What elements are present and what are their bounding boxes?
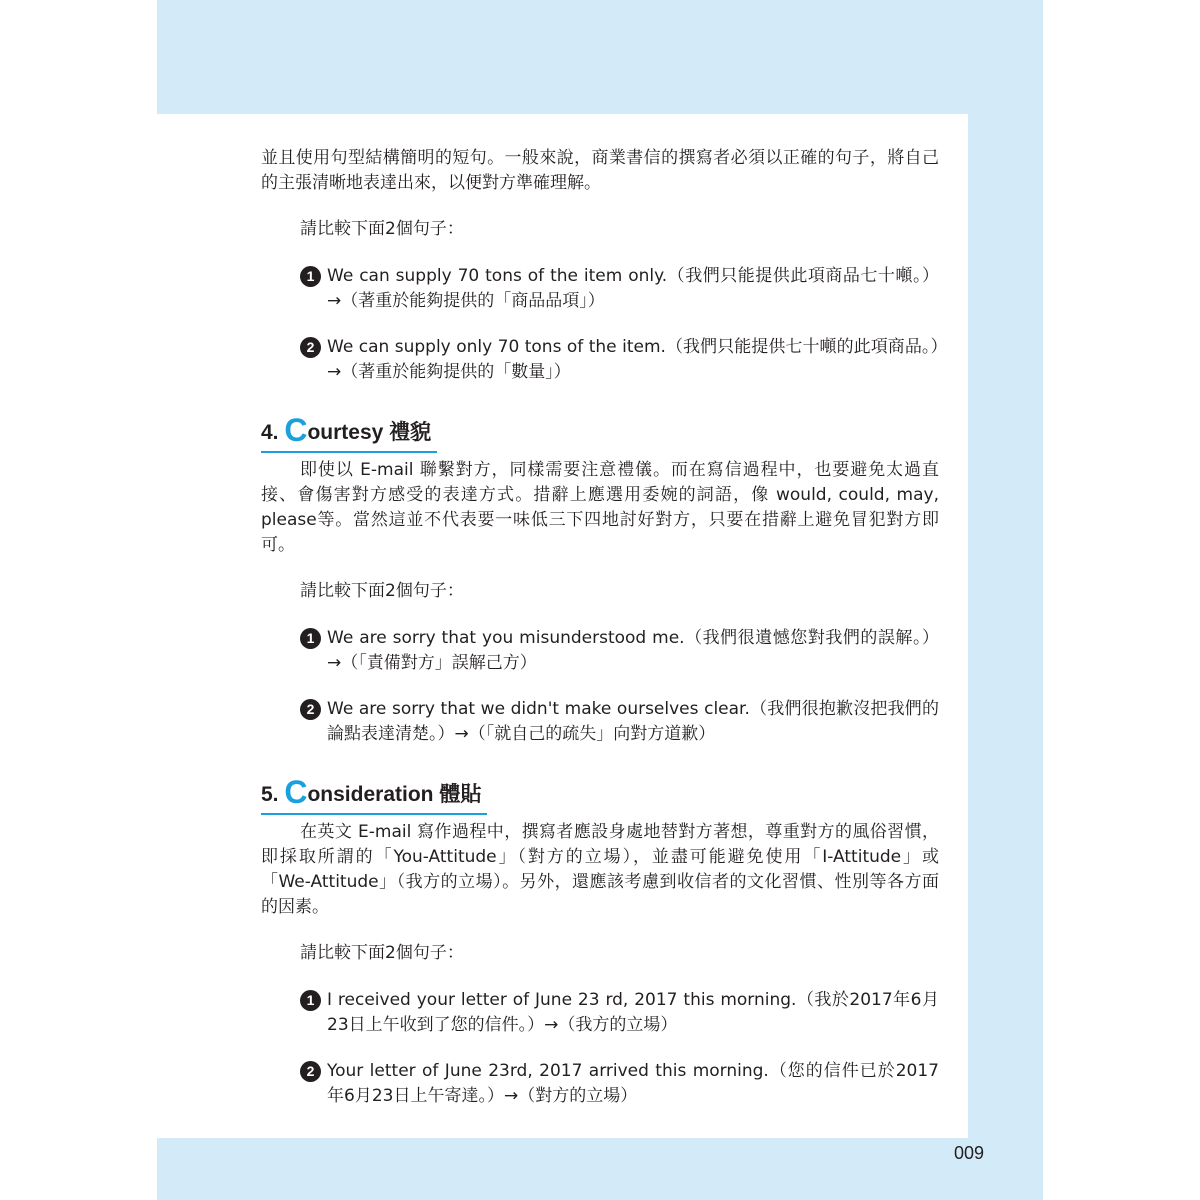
example-text: We can supply only 70 tons of the item.（我們只能提供七十噸的此項商品。）→（著重於能夠提供的「數量」） xyxy=(327,337,939,382)
number-badge-icon: 2 xyxy=(300,337,321,358)
heading-rest: ourtesy 禮貌 xyxy=(307,421,432,444)
number-badge-icon: 1 xyxy=(300,990,321,1011)
right-color-band xyxy=(968,0,1043,1200)
page-content xyxy=(261,146,939,1109)
top-color-band xyxy=(157,0,1043,114)
compare-label: 請比較下面2個句子： xyxy=(300,219,464,239)
number-badge-icon: 2 xyxy=(300,699,321,720)
compare-label: 請比較下面2個句子： xyxy=(300,581,464,601)
heading-initial: C xyxy=(284,412,308,448)
example-item xyxy=(261,697,939,747)
example-item xyxy=(261,1059,939,1109)
section-paragraph: 即使以 E-mail 聯繫對方，同樣需要注意禮儀。而在寫信過程中，也要避免太過直接、會傷害對方感受的表達方式。措辭上應選用委婉的詞語，像 would, could, may, please等。當然這並不代表要一味低三下四地討好對方，只要在措辭上避免冒犯對方即可。 xyxy=(261,460,939,555)
heading-initial: C xyxy=(284,774,308,810)
section-heading-consideration xyxy=(261,774,487,812)
section-paragraph: 在英文 E-mail 寫作過程中，撰寫者應設身處地替對方著想，尊重對方的風俗習慣，即採取所謂的「You-Attitude」（對方的立場），並盡可能避免使用「I-Attitude」或 「We-Attitude」（我方的立場）。另外，還應該考慮到收信者的文化習慣、性別等各方面的因素。 xyxy=(261,822,939,917)
example-text: I received your letter of June 23 rd, 2017 this morning.（我於2017年6月23日上午收到了您的信件。）→（我方的立場） xyxy=(327,990,939,1035)
intro-paragraph: 並且使用句型結構簡明的短句。一般來說，商業書信的撰寫者必須以正確的句子，將自己的主張清晰地表達出來，以便對方準確理解。 xyxy=(261,148,939,193)
heading-rest: onsideration 體貼 xyxy=(307,783,482,806)
example-text: Your letter of June 23rd, 2017 arrived this morning.（您的信件已於2017年6月23日上午寄達。）→（對方的立場） xyxy=(327,1061,939,1106)
example-text: We are sorry that you misunderstood me.（我們很遺憾您對我們的誤解。）→（「責備對方」誤解己方） xyxy=(327,628,939,673)
number-badge-icon: 1 xyxy=(300,266,321,287)
number-badge-icon: 1 xyxy=(300,628,321,649)
example-item xyxy=(261,335,939,385)
example-item xyxy=(261,264,939,314)
section-heading-courtesy xyxy=(261,412,437,450)
section-number: 5. xyxy=(261,783,279,806)
example-item xyxy=(261,626,939,676)
number-badge-icon: 2 xyxy=(300,1061,321,1082)
section-number: 4. xyxy=(261,421,279,444)
example-item xyxy=(261,988,939,1038)
example-text: We are sorry that we didn't make ourselves clear.（我們很抱歉沒把我們的論點表達清楚。）→（「就自己的疏失」向對方道歉） xyxy=(327,699,939,744)
page-number: 009 xyxy=(954,1143,985,1163)
example-text: We can supply 70 tons of the item only.（我們只能提供此項商品七十噸。）→（著重於能夠提供的「商品品項」） xyxy=(327,266,939,311)
bottom-color-band xyxy=(157,1138,1043,1200)
compare-label: 請比較下面2個句子： xyxy=(300,943,464,963)
